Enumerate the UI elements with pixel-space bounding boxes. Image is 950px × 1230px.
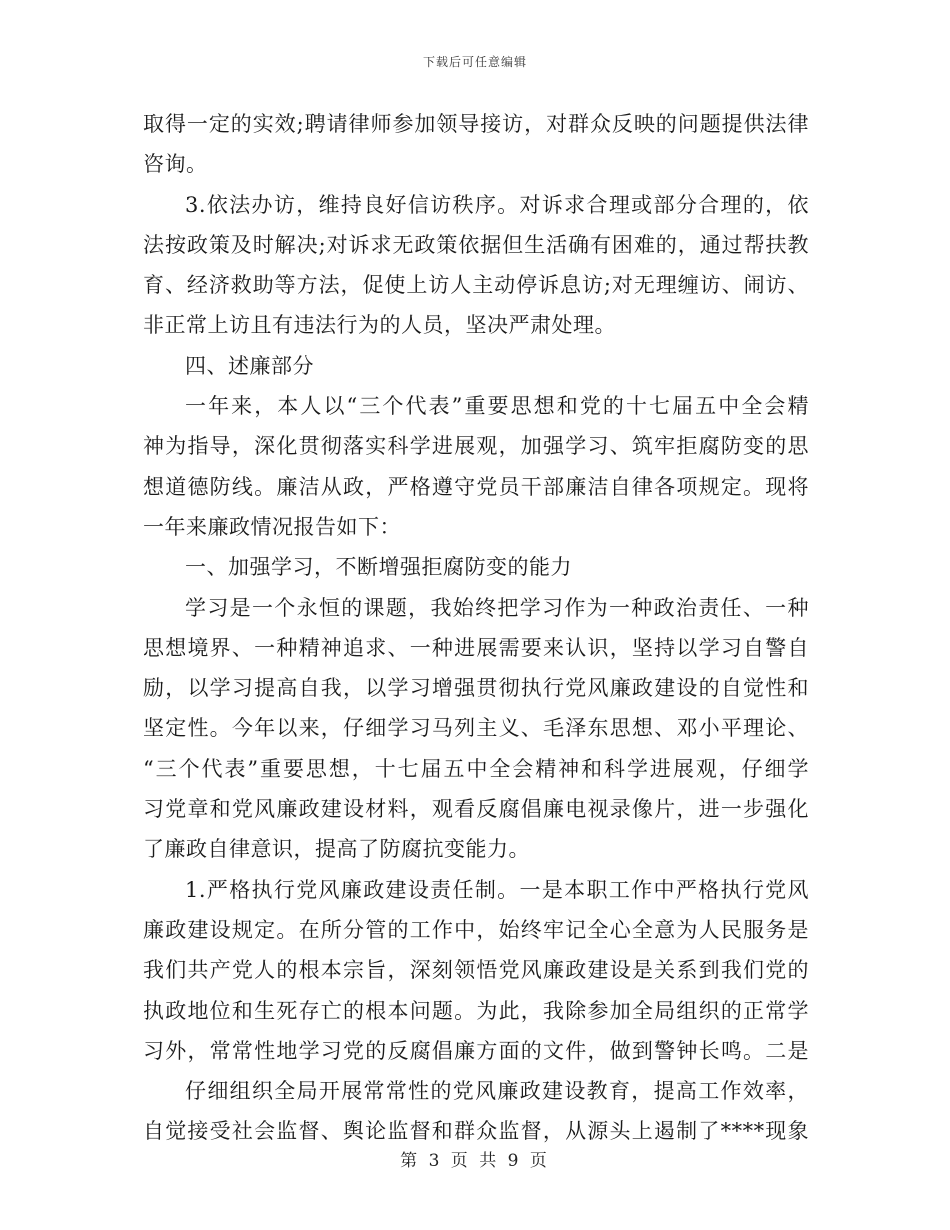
paragraph-line: 3.依法办访，维持良好信访秩序。对诉求合理或部分合理的，依 (185, 192, 809, 217)
paragraph-line: 励，以学习提高自我，以学习增强贯彻执行党风廉政建设的自觉性和 (143, 676, 809, 701)
page-header: 下载后可任意编辑 (422, 55, 527, 69)
paragraph-line: 我们共产党人的根本宗旨，深刻领悟党风廉政建设是关系到我们党的 (143, 958, 809, 983)
paragraph-line: 想道德防线。廉洁从政，严格遵守党员干部廉洁自律各项规定。现将 (143, 474, 809, 499)
paragraph-line: 仔细组织全局开展常常性的党风廉政建设教育，提高工作效率， (185, 1079, 809, 1104)
document-body (143, 104, 809, 1152)
paragraph-line: 非正常上访且有违法行为的人员，坚决严肃处理。 (143, 313, 616, 338)
paragraph-line: 思想境界、一种精神追求、一种进展需要来认识，坚持以学习自警自 (143, 635, 809, 660)
paragraph-line: 学习是一个永恒的课题，我始终把学习作为一种政治责任、一种 (185, 595, 809, 620)
paragraph-line: 一年来廉政情况报告如下： (143, 514, 401, 539)
paragraph-line: 神为指导，深化贯彻落实科学进展观，加强学习、筑牢拒腐防变的思 (143, 434, 809, 459)
section-heading: 一、加强学习，不断增强拒腐防变的能力 (185, 555, 572, 580)
paragraph-line: 一年来，本人以“三个代表”重要思想和党的十七届五中全会精 (185, 394, 809, 419)
page-footer: 第 3 页 共 9 页 (400, 1151, 550, 1171)
paragraph-line: 了廉政自律意识，提高了防腐抗变能力。 (143, 837, 530, 862)
paragraph-line: 执政地位和生死存亡的根本问题。为此，我除参加全局组织的正常学 (143, 998, 809, 1023)
paragraph-line: “三个代表”重要思想，十七届五中全会精神和科学进展观，仔细学 (143, 756, 809, 781)
paragraph-line: 廉政建设规定。在所分管的工作中，始终牢记全心全意为人民服务是 (143, 917, 809, 942)
paragraph-line: 法按政策及时解决;对诉求无政策依据但生活确有困难的，通过帮扶教 (143, 232, 809, 257)
paragraph-line: 咨询。 (143, 152, 208, 177)
section-heading: 四、述廉部分 (185, 353, 314, 378)
paragraph-line: 习外，常常性地学习党的反腐倡廉方面的文件，做到警钟长鸣。二是 (143, 1038, 809, 1063)
paragraph-line: 习党章和党风廉政建设材料，观看反腐倡廉电视录像片，进一步强化 (143, 797, 809, 822)
paragraph-line: 取得一定的实效;聘请律师参加领导接访，对群众反映的问题提供法律 (143, 112, 809, 136)
paragraph-line: 育、经济救助等方法，促使上访人主动停诉息访;对无理缠访、闹访、 (143, 273, 809, 298)
paragraph-line: 自觉接受社会监督、舆论监督和群众监督，从源头上遏制了****现象 (143, 1119, 809, 1144)
paragraph-line: 1.严格执行党风廉政建设责任制。一是本职工作中严格执行党风 (185, 877, 809, 902)
paragraph-line: 坚定性。今年以来，仔细学习马列主义、毛泽东思想、邓小平理论、 (143, 716, 809, 741)
